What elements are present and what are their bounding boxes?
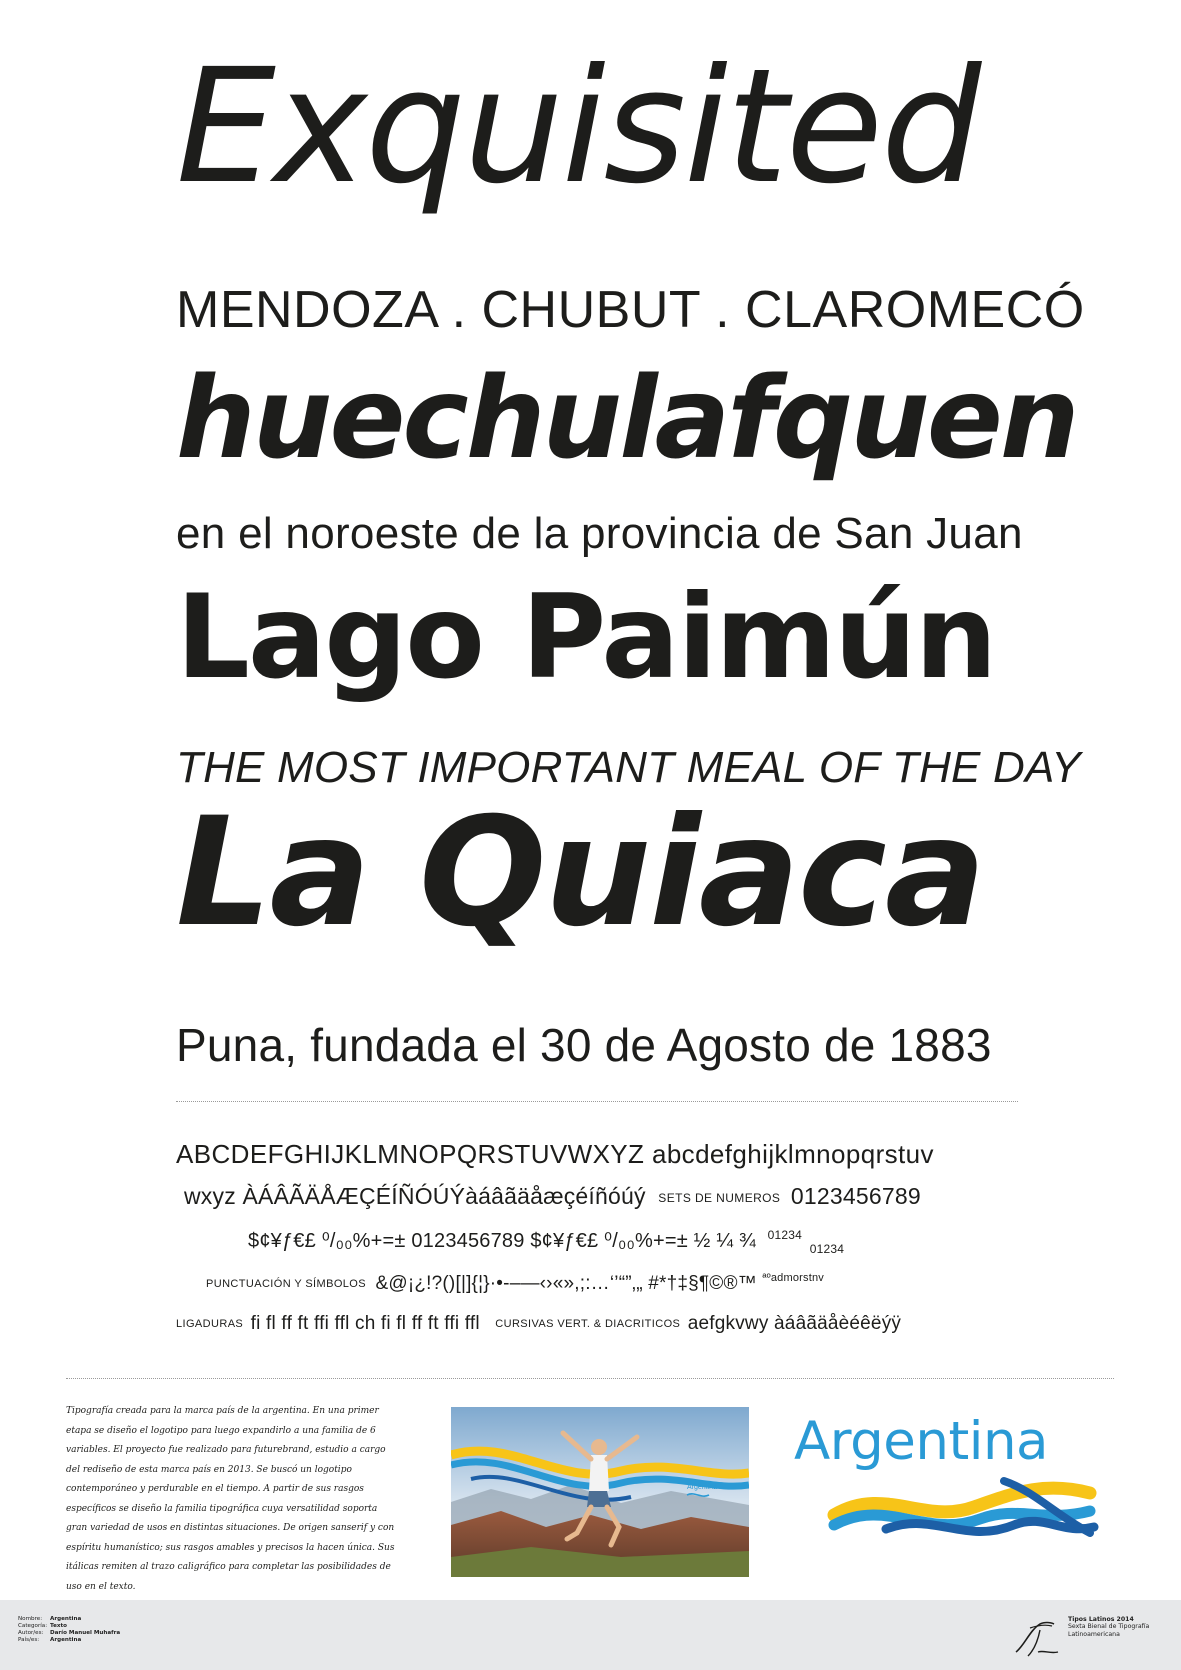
- specimen-provinces: MENDOZA . CHUBUT . CLAROMECÓ: [176, 281, 1085, 339]
- tipos-latinos-logo-icon: [1010, 1616, 1064, 1662]
- meta-row: [18, 1630, 120, 1637]
- specimen-lago-paimun: Lago Paimún: [176, 570, 996, 705]
- campaign-photo: [451, 1407, 749, 1577]
- separator-bottom: [66, 1378, 1114, 1379]
- meta-info: [18, 1616, 120, 1644]
- specimen-meal: THE MOST IMPORTANT MEAL OF THE DAY: [176, 743, 1081, 792]
- meta-value: Argentina: [50, 1616, 82, 1622]
- footer-bar: [0, 1600, 1181, 1670]
- meta-value: Argentina: [50, 1637, 82, 1643]
- description-text: Tipografía creada para la marca país de la argentina. En una primer etapa se diseño el logotipo para luego expandirlo a una familia de 6 variables. El proyecto fue realizado para futurebrand, estudio a cargo del rediseño de esta marca país en 2013. Se buscó un logotipo contemporáneo y perdurable en el tiempo. A partir de sus rasgos específicos se diseño la familia tipográfica cuya versatilidad soporta gran variedad de usos en distintas situaciones. De origen sanserif y con espíritu humanístico; sus rasgos amables y precisos la hacen única. Sus itálicas remiten al trazo caligráfico para completar las posibilidades de uso en el texto.: [66, 1406, 395, 1592]
- argentina-logo-word: Argentina: [794, 1411, 1049, 1472]
- meta-value: Texto: [50, 1623, 67, 1629]
- specimen-huechulafquen: huechulafquen: [176, 354, 1077, 484]
- specimen-puna: Puna, fundada el 30 de Agosto de 1883: [176, 1019, 992, 1071]
- label-sets-numeros: SETS DE NUMEROS: [658, 1190, 781, 1205]
- charset-punctuation: &@¡¿!?()[|]{¦}·•-–—‹›«»,;:…‘’“”‚„ #*†‡§¶©®™: [375, 1273, 757, 1294]
- tipos-latinos-text: [1068, 1616, 1149, 1638]
- charset-ligatures: fi fl ff ft ffi ffl ch fi fl ff ft ffi ffl: [250, 1313, 480, 1334]
- charset-alphabet: ABCDEFGHIJKLMNOPQRSTUVWXYZ abcdefghijklmnopqrstuv: [176, 1139, 934, 1169]
- meta-row: [18, 1623, 120, 1630]
- specimen-la-quiaca: La Quiaca: [176, 786, 985, 960]
- brand-title: Tipos Latinos 2014: [1068, 1616, 1134, 1623]
- separator-top: [176, 1101, 1018, 1102]
- meta-row: [18, 1637, 120, 1644]
- charset-accents: wxyz ÀÁÂÃÄÅÆÇÉÍÑÓÚÝàáâãäåæçéíñóúý: [184, 1183, 646, 1209]
- campaign-photo-image: [451, 1407, 749, 1577]
- brand-line1: Sexta Bienal de Tipografía: [1068, 1623, 1150, 1631]
- charset-ligatures-row: [176, 1313, 901, 1335]
- meta-row: [18, 1616, 120, 1623]
- meta-key: Categoría:: [18, 1623, 48, 1629]
- photo-logo-text: Argentina: [687, 1484, 717, 1491]
- charset-superiors: 01234: [767, 1228, 802, 1242]
- charset-currency: $¢¥ƒ€£ ⁰/₀₀%+=± 0123456789 $¢¥ƒ€£ ⁰/₀₀%+=± ½ ¼ ¾: [248, 1230, 756, 1252]
- charset-currency-row: [248, 1228, 844, 1256]
- meta-key: Nombre:: [18, 1616, 43, 1622]
- tipos-latinos-brand: [1010, 1614, 1170, 1664]
- specimen-san-juan: en el noroeste de la provincia de San Juan: [176, 509, 1023, 558]
- specimen-exquisited: Exquisited: [176, 35, 980, 219]
- label-ligaduras: LIGADURAS: [176, 1317, 244, 1330]
- brand-line2: Latinoamericana: [1068, 1630, 1120, 1638]
- argentina-logo: [794, 1411, 1112, 1545]
- charset-ordinals: ªºadmorstnv: [762, 1272, 825, 1284]
- charset-italic-alternates: aefgkvwy àáâãäåèéêëýÿ: [687, 1313, 902, 1334]
- meta-key: Autor/es:: [18, 1630, 44, 1636]
- meta-value: Darío Manuel Muhafra: [50, 1630, 121, 1636]
- charset-digits: 0123456789: [790, 1183, 921, 1209]
- charset-accents-row: [184, 1183, 921, 1210]
- argentina-wave-icon: [794, 1411, 1112, 1545]
- meta-key: País/es:: [18, 1637, 40, 1643]
- label-cursivas: CURSIVAS VERT. & DIACRITICOS: [495, 1317, 681, 1330]
- charset-punctuation-row: [206, 1272, 824, 1295]
- label-punctuacion: PUNCTUACIÓN Y SÍMBOLOS: [206, 1277, 366, 1290]
- charset-inferiors: 01234: [809, 1242, 845, 1256]
